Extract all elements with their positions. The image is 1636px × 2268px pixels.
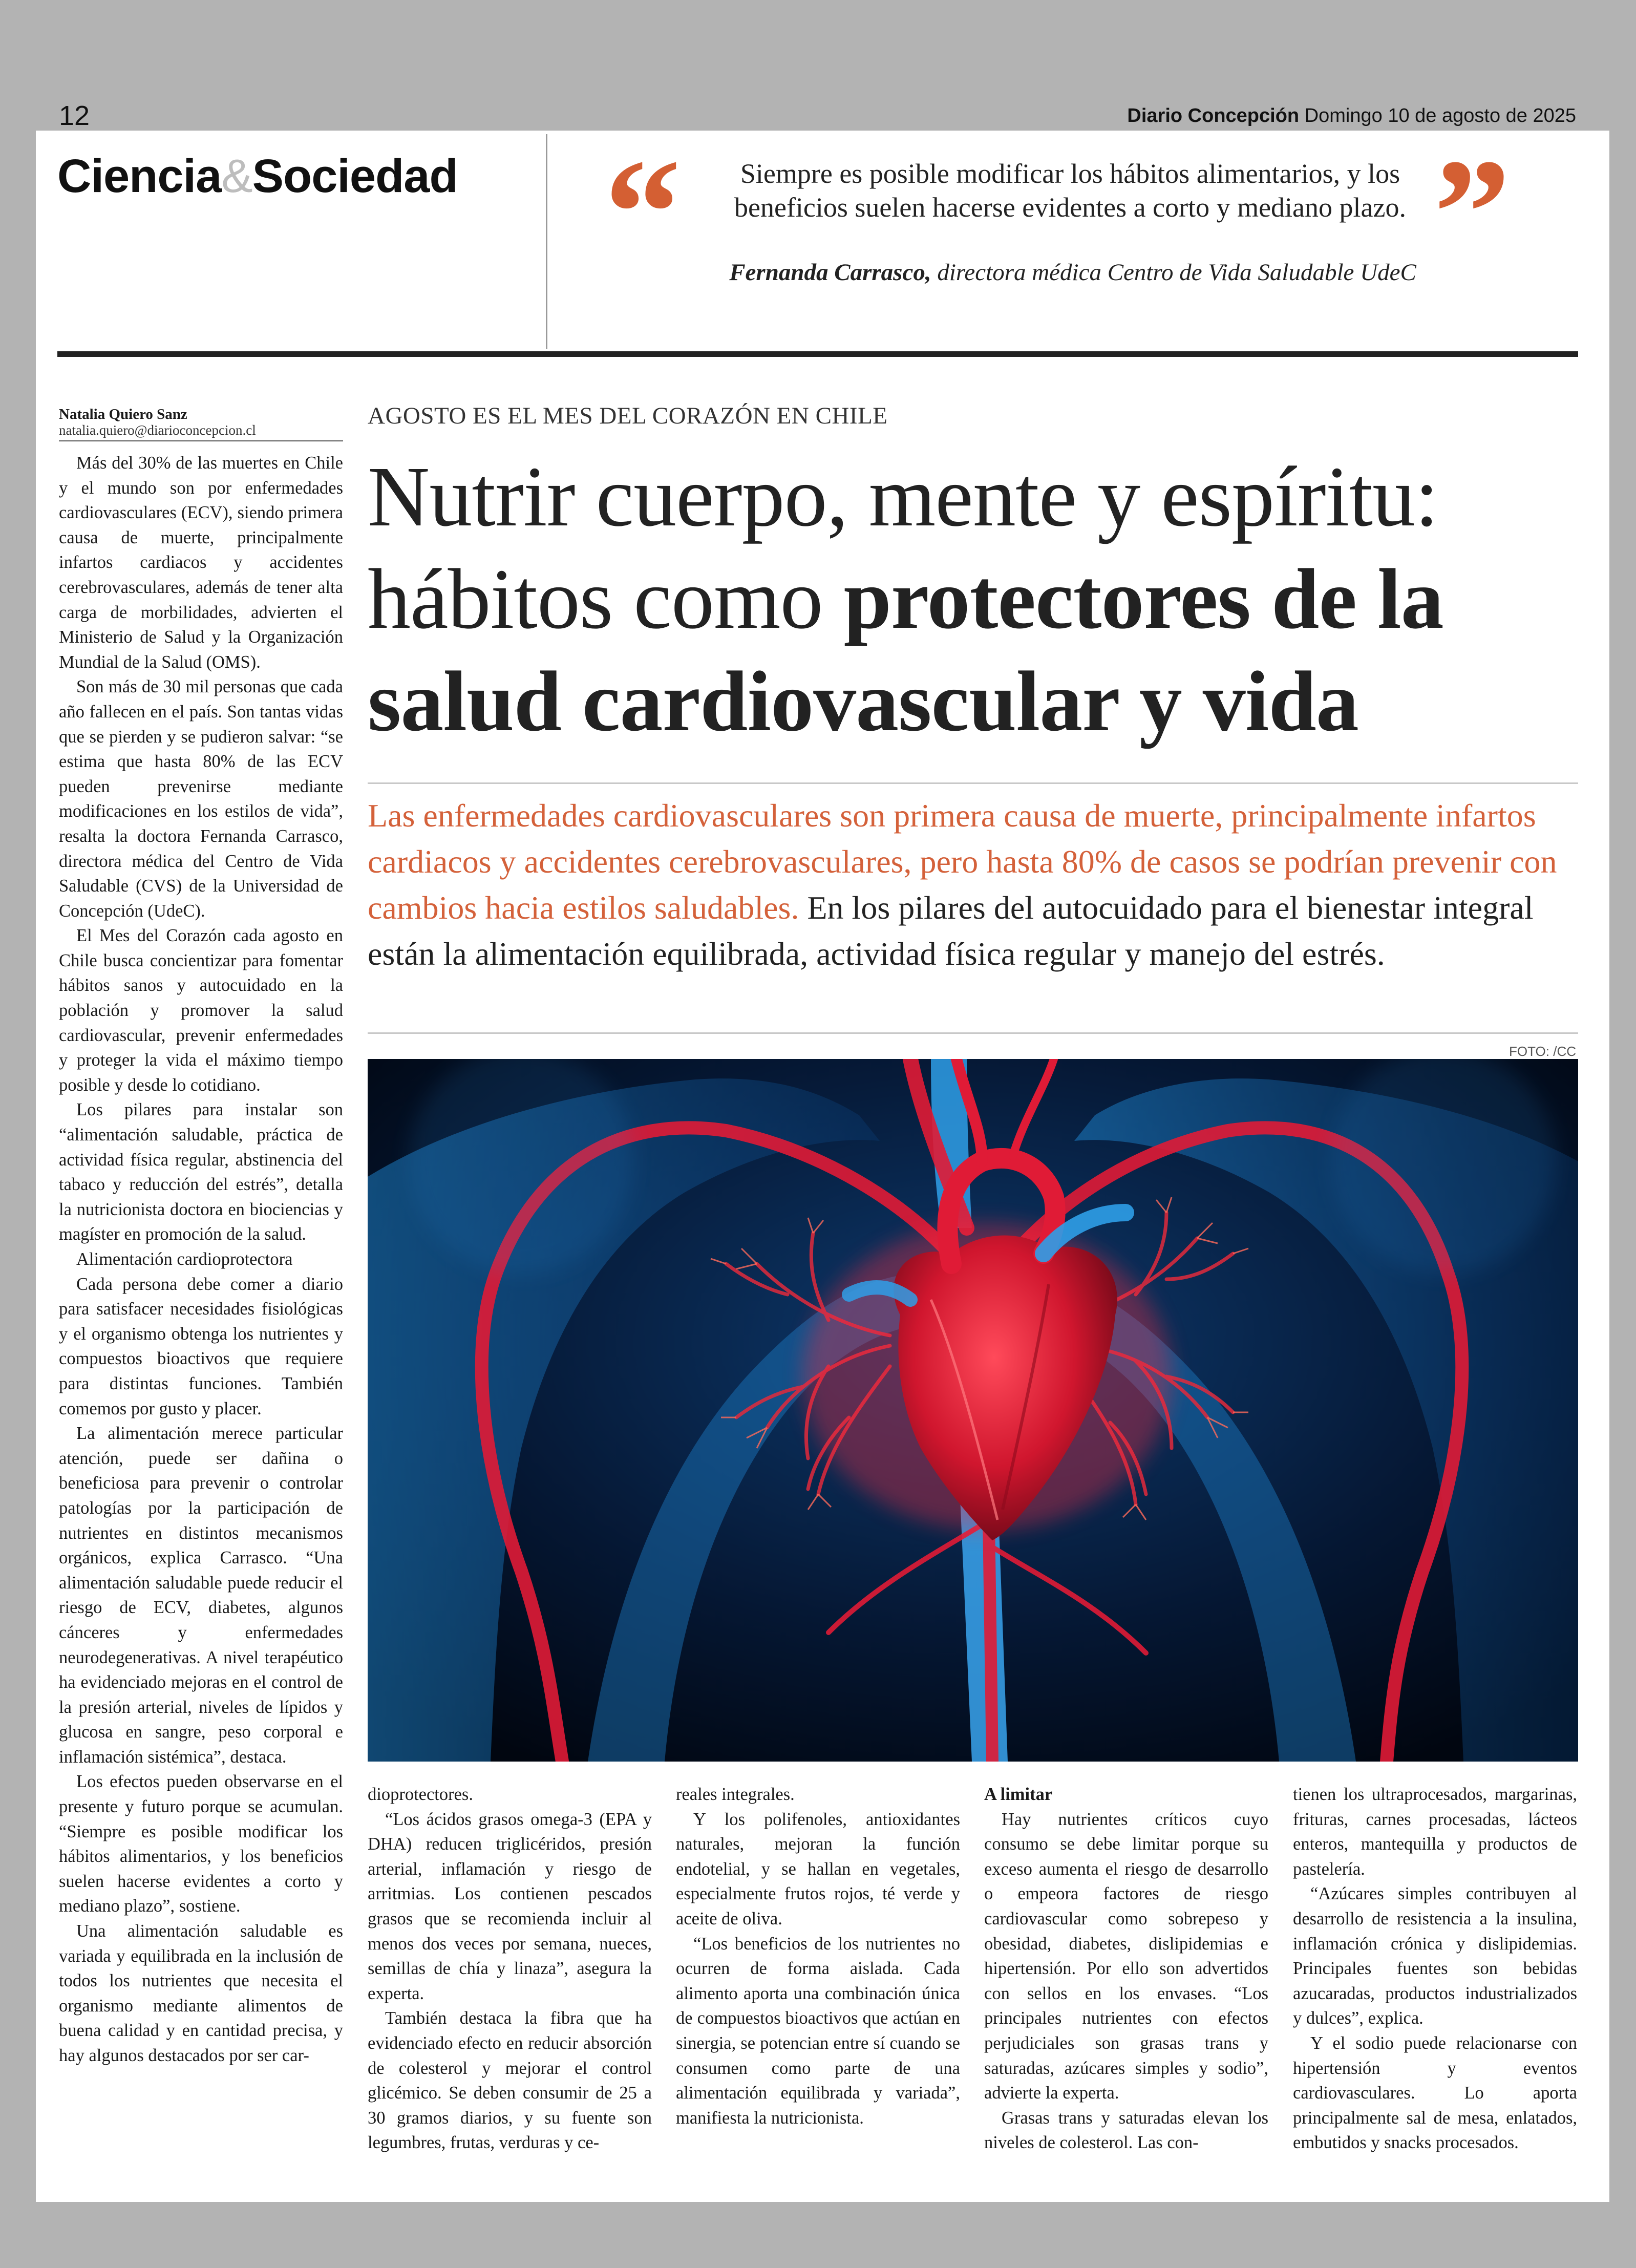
paragraph: Y los polifenoles, antioxidantes naturales, mejoran la función endotelial, y se hallan en vegetales, especialmente frutos rojos, té verde y aceite de oliva. — [676, 1809, 960, 1928]
heart-vessels-icon — [368, 1059, 1578, 1762]
paragraph: El Mes del Corazón cada agosto en Chile busca concientizar para fomentar hábitos sanos y autocuidado en la población y promover la salud cardiovascular, prevenir enfermedades y proteger la vida el máximo tiempo posible y desde lo cotidiano. — [59, 926, 343, 1095]
header-rule — [57, 351, 1578, 357]
paragraph: Una alimentación saludable es variada y equilibrada en la inclusión de todos los nutrientes que necesita el organismo mediante alimentos de buena calidad y en cantidad precisa, y hay algunos destacados por ser car- — [59, 1921, 343, 2065]
deck-highlight: Las enfermedades cardiovasculares son primera causa de muerte, principalmente infartos cardiacos y accidentes cerebrovasculares, pero hasta 80% de casos se podrían prevenir con cambios hacia estilos saludables. — [368, 797, 1557, 926]
section-title-part2: Sociedad — [252, 150, 458, 202]
paragraph: “Azúcares simples contribuyen al desarrollo de resistencia a la insulina, inflamación crónica y dislipidemias. Principales fuentes son bebidas azucaradas, productos industrializados y dulces”, explica. — [1293, 1884, 1577, 2028]
deck-bottom-rule — [368, 1032, 1578, 1034]
paragraph: reales integrales. — [676, 1785, 795, 1804]
section-title-ampersand: & — [221, 150, 252, 202]
paragraph: También destaca la fibra que ha evidenciado efecto en reducir absorción de colesterol y mejorar el control glicémico. Se deben consumir de 25 a 30 gramos diarios, y su fuente son legumbres, frutas, verduras y ce- — [368, 2008, 652, 2153]
newspaper-name: Diario Concepción — [1127, 105, 1300, 126]
photo-credit: FOTO: /CC — [1509, 1044, 1576, 1059]
pull-quote-role: directora médica Centro de Vida Saludable UdeC — [937, 259, 1416, 286]
paragraph: “Los ácidos grasos omega-3 (EPA y DHA) reducen triglicéridos, presión arterial, inflamación y riesgo de arritmias. Los contienen pescados grasos que se recomienda incluir al menos dos veces por semana, nueces, semillas de chía y linaza”, asegura la experta. — [368, 1809, 652, 2003]
byline-email[interactable]: natalia.quiero@diarioconcepcion.cl — [59, 422, 256, 438]
dateline — [1127, 105, 1576, 127]
body-column-5 — [1293, 1782, 1577, 2155]
paragraph: Grasas trans y saturadas elevan los niveles de colesterol. Las con- — [984, 2108, 1268, 2153]
headline-light-part: Nutrir cuerpo, mente y espíritu: hábitos como — [368, 449, 1438, 647]
deck-text: En los pilares del autocuidado para el bienestar integral están la alimentación equilibrada, actividad física regular y manejo del estrés. — [368, 889, 1534, 972]
paragraph: Hay nutrientes críticos cuyo consumo se debe limitar porque su exceso aumenta el riesgo de desarrollo o empeora factores de riesgo cardiovascular como sobrepeso y obesidad, diabetes, dislipidemias e hipertensión. Por ello son advertidos con sellos en los envases. “Los principales nutrientes con efectos perjudiciales son grasas trans y saturadas, azúcares simples y sodio”, advierte la experta. — [984, 1809, 1268, 2103]
pull-quote-author: Fernanda Carrasco, — [729, 259, 931, 286]
paragraph: “Los beneficios de los nutrientes no ocurren de forma aislada. Cada alimento aporta una combinación única de compuestos bioactivos que actúan en sinergia, se potencian entre sí cuando se consumen como parte de una alimentación equilibrada y variada”, manifiesta la nutricionista. — [676, 1934, 960, 2128]
body-column-4 — [984, 1782, 1268, 2155]
byline-name: Natalia Quiero Sanz — [59, 406, 187, 422]
close-quote-icon: ” — [1434, 128, 1511, 298]
pull-quote-text: Siempre es posible modificar los hábitos alimentarios, y los beneficios suelen hacerse evidentes a corto y mediano plazo. — [734, 158, 1406, 223]
paragraph: Los pilares para instalar son “alimentación saludable, práctica de actividad física regular, abstinencia del tabaco y reducción del estrés”, detalla la nutricionista doctora en biociencias y magíster en promoción de la salud. — [59, 1100, 343, 1244]
header-divider — [546, 134, 547, 349]
article-kicker: AGOSTO ES EL MES DEL CORAZÓN EN CHILE — [368, 402, 888, 429]
byline-rule — [59, 440, 343, 441]
paragraph: Cada persona debe comer a diario para satisfacer necesidades fisiológicas y el organismo obtenga los nutrientes y compuestos bioactivos que requiere para distintas funciones. También comemos por gusto y placer. — [59, 1274, 343, 1418]
subheading: Alimentación cardioprotectora — [76, 1249, 293, 1269]
body-column-1 — [59, 451, 343, 2068]
paragraph: tienen los ultraprocesados, margarinas, frituras, carnes procesadas, lácteos enteros, mantequilla y productos de pastelería. — [1293, 1785, 1577, 1879]
section-title-part1: Ciencia — [57, 150, 222, 202]
deck-top-rule — [368, 782, 1578, 784]
body-column-2 — [368, 1782, 652, 2155]
open-quote-icon: “ — [604, 128, 681, 298]
headline-bold-part: protectores de la salud cardiovascular y vida — [368, 552, 1443, 749]
section-title — [57, 150, 458, 203]
paragraph: Más del 30% de las muertes en Chile y el mundo son por enfermedades cardiovasculares (ECV), siendo primera causa de muerte, principalmente infartos cardiacos y accidentes cerebrovasculares, además de tener alta carga de morbilidades, advierten el Ministerio de Salud y la Organización Mundial de la Salud (OMS). — [59, 453, 343, 672]
paragraph: Son más de 30 mil personas que cada año fallecen en el país. Son tantas vidas que se pierden y se pudieron salvar: “se estima que hasta 80% de las ECV pueden prevenirse mediante modificaciones en los estilos de vida”, resalta la doctora Fernanda Carrasco, directora médica del Centro de Vida Saludable (CVS) de la Universidad de Concepción (UdeC). — [59, 677, 343, 921]
paragraph: Los efectos pueden observarse en el presente y futuro porque se acumulan. “Siempre es posible modificar los hábitos alimentarios, y los beneficios suelen hacerse evidentes a corto y mediano plazo”, sostiene. — [59, 1772, 343, 1916]
page-number: 12 — [59, 100, 90, 131]
article-deck — [368, 793, 1581, 977]
pull-quote-attribution — [666, 259, 1480, 286]
body-column-3 — [676, 1782, 960, 2130]
paragraph: Y el sodio puede relacionarse con hipertensión y eventos cardiovasculares. Lo aporta principalmente sal de mesa, enlatados, embutidos y snacks procesados. — [1293, 2033, 1577, 2153]
article-headline — [368, 446, 1597, 753]
subheading: A limitar — [984, 1785, 1053, 1804]
heart-illustration-photo — [368, 1059, 1578, 1762]
paragraph: dioprotectores. — [368, 1785, 473, 1804]
paragraph: La alimentación merece particular atención, puede ser dañina o beneficiosa para prevenir o controlar patologías por la participación de nutrientes en distintos mecanismos orgánicos, explica Carrasco. “Una alimentación saludable puede reducir el riesgo de ECV, diabetes, algunos cánceres y enfermedades neurodegenerativas. A nivel terapéutico ha evidenciado mejoras en el control de la presión arterial, niveles de lípidos y glucosa en sangre, peso corporal e inflamación sistémica”, destaca. — [59, 1424, 343, 1767]
issue-date: Domingo 10 de agosto de 2025 — [1304, 105, 1576, 126]
